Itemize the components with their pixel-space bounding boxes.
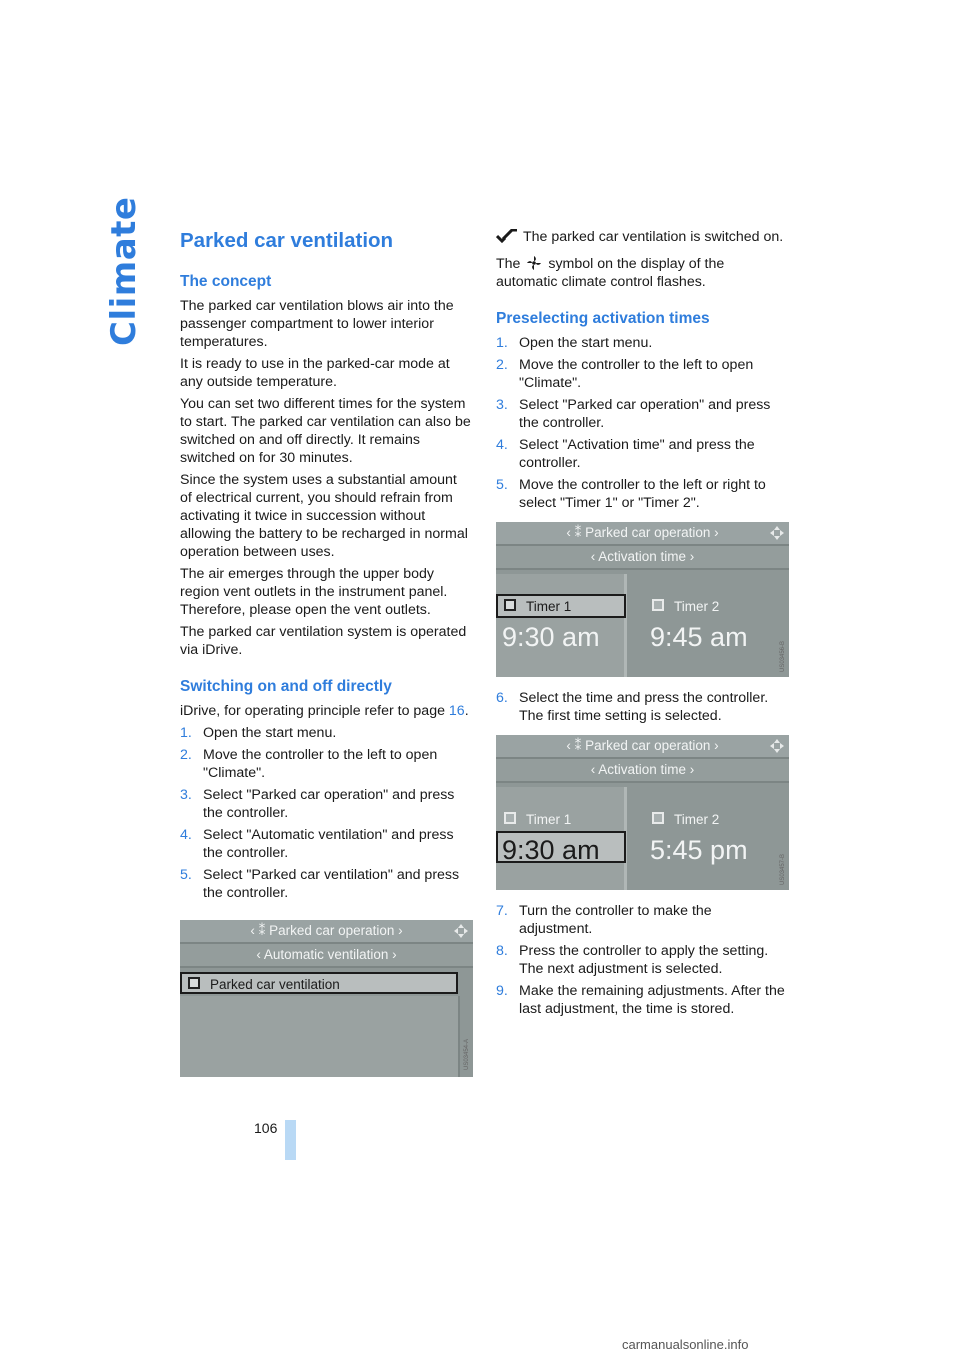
- adjust-steps-a: [496, 689, 788, 725]
- chapter-title: Climate: [104, 196, 144, 346]
- timer2-time: 9:45 am: [650, 622, 748, 652]
- figure-code: US03456-B: [779, 640, 786, 672]
- switching-heading: Switching on and off directly: [180, 678, 392, 695]
- controller-icon: [769, 738, 785, 754]
- adjust-steps-b: [496, 902, 788, 1018]
- menu-bar-parked-car-operation: ‹ ⁑ Parked car operation ›: [496, 735, 789, 759]
- concept-heading: The concept: [180, 273, 272, 290]
- checkbox-icon: [188, 977, 200, 989]
- timer2-pane: [644, 574, 789, 677]
- timer1-time: 9:30 am: [502, 835, 600, 865]
- check-icon: [496, 229, 518, 243]
- menu-bar-activation-time: ‹ Activation time ›: [496, 546, 789, 570]
- parked-car-ventilation-item: Parked car ventilation: [180, 972, 458, 994]
- section-heading: Parked car ventilation: [180, 229, 394, 252]
- menu-bar-automatic-ventilation: ‹ Automatic ventilation ›: [180, 944, 473, 968]
- list-item: 7. Turn the controller to make the adjustment.: [496, 903, 712, 937]
- timer1-label: Timer 1: [504, 598, 571, 616]
- list-item: 3. Select "Parked car operation" and press the controller.: [496, 397, 771, 431]
- list-item: 1. Open the start menu.: [496, 335, 653, 351]
- menu-bar-parked-car-operation: ‹ ⁑ Parked car operation ›: [496, 522, 789, 546]
- timer-screen-2: [496, 735, 789, 890]
- left-column: [180, 228, 472, 1077]
- timer1-time: 9:30 am: [502, 622, 600, 652]
- timer1-pane: [496, 574, 627, 677]
- preselect-steps: [496, 334, 788, 512]
- list-item: 2. Move the controller to the left to open "Climate".: [180, 747, 438, 781]
- list-item: 5. Move the controller to the left or right to select "Timer 1" or "Timer 2".: [496, 477, 766, 511]
- list-item: 4. Select "Automatic ventilation" and press the controller.: [180, 827, 454, 861]
- concept-paragraph: Since the system uses a substantial amount of electrical current, you should refrain from activating it twice in succession without allowing the battery to be recharged in normal operation between uses.: [180, 472, 468, 560]
- controller-icon: [453, 923, 469, 939]
- page-number: 106: [254, 1120, 278, 1136]
- list-item: 3. Select "Parked car operation" and press the controller.: [180, 787, 455, 821]
- ventilation-screen: [180, 920, 473, 1077]
- list-item: 1. Open the start menu.: [180, 725, 337, 741]
- list-item: 4. Select "Activation time" and press the controller.: [496, 437, 755, 471]
- switching-steps: [180, 724, 472, 902]
- right-column: [496, 228, 788, 1022]
- timer2-label: Timer 2: [652, 598, 719, 616]
- preselect-heading: Preselecting activation times: [496, 310, 710, 327]
- concept-paragraph: The parked car ventilation system is operated via iDrive.: [180, 624, 467, 658]
- page-tab-marker: [285, 1120, 296, 1160]
- list-item: 8. Press the controller to apply the setting. The next adjustment is selected.: [496, 943, 769, 977]
- list-item: 6. Select the time and press the controller. The first time setting is selected.: [496, 690, 769, 724]
- timer2-label: Timer 2: [652, 811, 719, 829]
- list-item: 5. Select "Parked car ventilation" and press the controller.: [180, 867, 460, 901]
- concept-paragraph: You can set two different times for the system to start. The parked car ventilation can also be switched on and off directly. It remains switched on for 30 minutes.: [180, 396, 471, 466]
- timer1-label: Timer 1: [504, 811, 571, 829]
- watermark: carmanualsonline.info: [622, 1337, 749, 1352]
- timer2-time: 5:45 pm: [650, 835, 748, 865]
- list-item: 9. Make the remaining adjustments. After the last adjustment, the time is stored.: [496, 983, 785, 1017]
- timer-screen-1: [496, 522, 789, 677]
- symbol-note: The symbol on the display of the automatic climate control flashes.: [496, 256, 725, 290]
- concept-paragraph: The air emerges through the upper body region vent outlets in the instrument panel. Therefore, please open the vent outlets.: [180, 566, 448, 618]
- page-reference-link[interactable]: 16: [448, 703, 465, 719]
- status-line: The parked car ventilation is switched on.: [496, 228, 788, 246]
- controller-icon: [769, 525, 785, 541]
- menu-bar-activation-time: ‹ Activation time ›: [496, 759, 789, 783]
- fan-symbol-icon: [526, 255, 542, 271]
- list-item: 2. Move the controller to the left to open "Climate".: [496, 357, 754, 391]
- figure-code: US03457-B: [779, 853, 786, 885]
- idrive-reference: iDrive, for operating principle refer to page 16.: [180, 703, 469, 719]
- menu-bar-parked-car-operation: ‹ ⁑ Parked car operation ›: [180, 920, 473, 944]
- timer1-pane: [496, 787, 627, 890]
- concept-paragraph: It is ready to use in the parked-car mode at any outside temperature.: [180, 356, 450, 390]
- concept-paragraph: The parked car ventilation blows air into the passenger compartment to lower interior temperatures.: [180, 298, 454, 350]
- timer2-pane: [644, 787, 789, 890]
- figure-code: US03454-A: [463, 1038, 470, 1070]
